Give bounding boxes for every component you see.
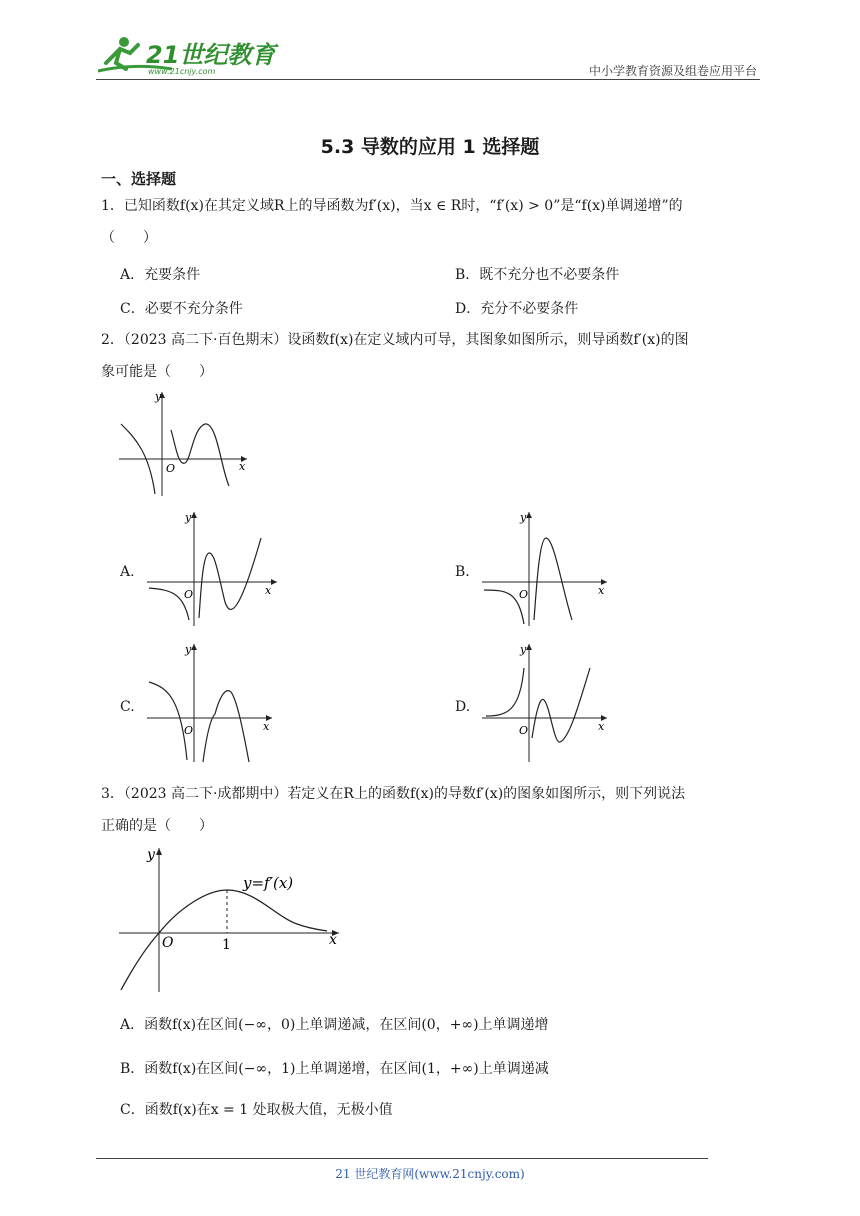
logo-text: 21世纪教育: [146, 41, 276, 69]
header-platform-text: 中小学教育资源及组卷应用平台: [588, 64, 757, 78]
q3-option-a[interactable]: A．函数f(x)在区间(−∞，0)上单调递减，在区间(0，+∞)上单调递增: [120, 1017, 549, 1033]
logo-runner-icon: [94, 33, 276, 79]
logo-url: www.21cnjy.com: [148, 67, 216, 76]
q1-option-d[interactable]: D．充分不必要条件: [455, 301, 579, 317]
option-c-y-label: y: [185, 643, 192, 656]
q1-option-a[interactable]: A．充要条件: [120, 267, 201, 283]
option-b-y-label: y: [520, 511, 527, 524]
q3-derivative-graph: [115, 844, 345, 994]
q3-stem-line2: 正确的是（ ）: [101, 818, 213, 834]
q2-option-a-graph[interactable]: [145, 508, 280, 628]
option-d-y-label: y: [520, 643, 527, 656]
option-c-origin-label: O: [184, 724, 194, 737]
q2-option-a-label[interactable]: A.: [120, 564, 135, 580]
header-divider: [96, 79, 760, 80]
q3-stem-line1: 3．（2023 高二下·成都期中）若定义在R上的函数f(x)的导数f′(x)的图象如图所示，则下列说法: [101, 786, 686, 802]
q3-option-b[interactable]: B．函数f(x)在区间(−∞，1)上单调递增，在区间(1，+∞)上单调递减: [120, 1061, 549, 1077]
q1-stem-line1: 1．已知函数f(x)在其定义域R上的导函数为f′(x)，当x ∈ R时，“f′(x) > 0”是“f(x)单调递增”的: [101, 198, 683, 214]
q2-option-c-graph[interactable]: [145, 640, 280, 765]
option-b-x-label: x: [598, 584, 605, 597]
q2-x-label: x: [239, 460, 246, 473]
q3-curve-label: y=f′(x): [243, 874, 294, 892]
q1-stem-line2: （ ）: [101, 230, 157, 246]
q2-option-d-graph[interactable]: [480, 640, 615, 765]
q2-option-b-label[interactable]: B.: [455, 564, 470, 580]
q2-function-graph: [115, 388, 250, 498]
q3-origin-label: O: [162, 935, 174, 951]
q2-stem-line1: 2．（2023 高二下·百色期末）设函数f(x)在定义域内可导，其图象如图所示，则导函数f′(x)的图: [101, 332, 689, 348]
q3-option-c[interactable]: C．函数f(x)在x = 1 处取极大值，无极小值: [120, 1102, 393, 1118]
site-logo: [94, 33, 276, 83]
option-d-origin-label: O: [519, 724, 529, 737]
q2-option-c-label[interactable]: C.: [120, 699, 135, 715]
footer-divider: [96, 1158, 708, 1159]
q3-y-label: y: [147, 847, 155, 863]
q3-tick-1: 1: [222, 937, 231, 953]
q2-y-label: y: [155, 390, 162, 403]
option-b-origin-label: O: [519, 588, 529, 601]
option-a-x-label: x: [265, 584, 272, 597]
option-c-x-label: x: [263, 720, 270, 733]
q2-origin-label: O: [166, 462, 176, 475]
footer-text[interactable]: 21 世纪教育网(www.21cnjy.com): [335, 1167, 525, 1181]
option-a-y-label: y: [185, 511, 192, 524]
option-d-x-label: x: [598, 720, 605, 733]
q2-stem-line2: 象可能是（ ）: [101, 364, 213, 380]
section-heading: 一、选择题: [101, 170, 177, 188]
q1-option-b[interactable]: B．既不充分也不必要条件: [455, 267, 620, 283]
q2-option-b-graph[interactable]: [480, 508, 615, 628]
q1-option-c[interactable]: C．必要不充分条件: [120, 301, 243, 317]
q2-option-d-label[interactable]: D.: [455, 699, 471, 715]
option-a-origin-label: O: [184, 588, 194, 601]
q3-x-label: x: [329, 932, 337, 948]
page-title: 5.3 导数的应用 1 选择题: [320, 136, 540, 158]
